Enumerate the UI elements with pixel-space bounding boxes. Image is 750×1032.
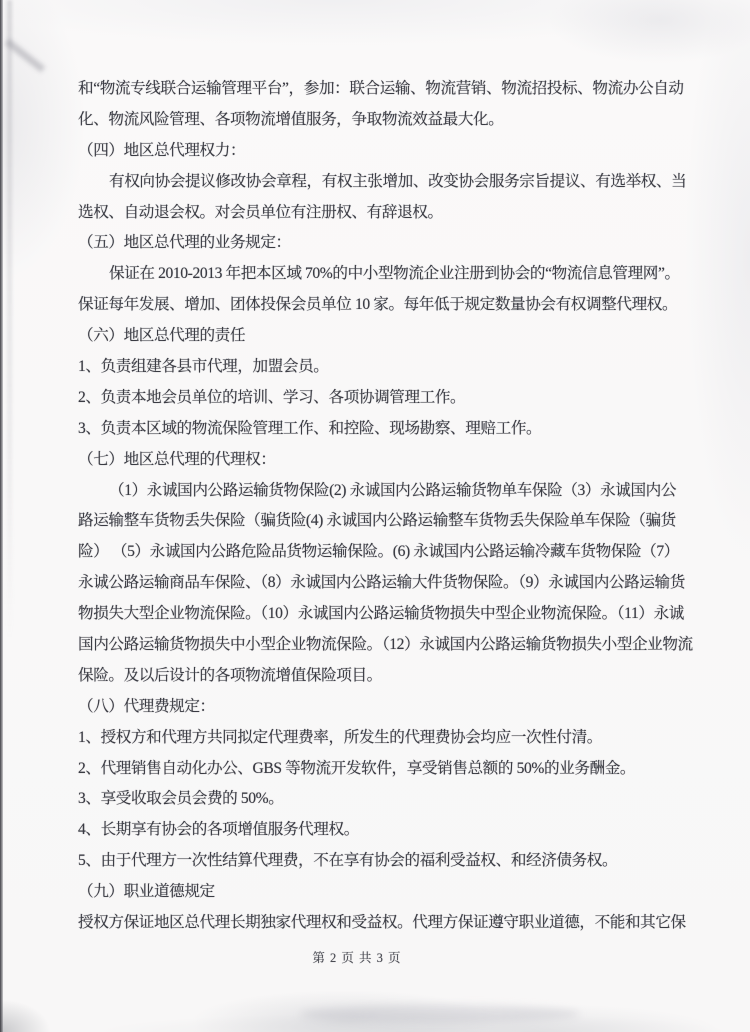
list-item: 3、享受收取会员会费的 50%。 <box>78 790 284 808</box>
text-line: 物损失大型企业物流保险。（10）永诚国内公路运输货物损失中型企业物流保险。（11）永诚 <box>78 605 684 623</box>
section-heading: （六）地区总代理的责任 <box>78 327 246 345</box>
text-line: 险） （5）永诚国内公路危险品货物运输保险。(6) 永诚国内公路运输冷藏车货物保险（7） <box>78 543 679 561</box>
text-line: 保险。及以后设计的各项物流增值保险项目。 <box>78 666 382 684</box>
list-item: 3、负责本区域的物流保险管理工作、和控险、现场勘察、理赔工作。 <box>78 419 542 437</box>
scan-smudge-artifact <box>300 1005 580 1023</box>
text-line: 保证每年发展、增加、团体投保会员单位 10 家。每年低于规定数量协会有权调整代理权。 <box>78 296 678 314</box>
section-heading: （八）代理费规定： <box>78 697 215 715</box>
list-item: 5、由于代理方一次性结算代理费，不在享有协会的福利受益权、和经济债务权。 <box>78 852 618 870</box>
section-heading: （四）地区总代理权力： <box>78 141 246 159</box>
text-line: 授权方保证地区总代理长期独家代理权和受益权。代理方保证遵守职业道德，不能和其它保 <box>78 914 686 932</box>
text-line: 化、物流风险管理、各项物流增值服务，争取物流效益最大化。 <box>78 110 504 128</box>
section-heading: （五）地区总代理的业务规定： <box>78 234 291 252</box>
text-line: 路运输整车货物丢失保险（骗货险(4) 永诚国内公路运输整车货物丢失保险单车保险（骗货 <box>78 512 676 530</box>
page-number-footer: 第 2 页 共 3 页 <box>312 951 402 965</box>
section-heading: （九）职业道德规定 <box>78 883 215 901</box>
list-item: 2、负责本地会员单位的培训、学习、各项协调管理工作。 <box>78 388 466 406</box>
list-item: 1、授权方和代理方共同拟定代理费率，所发生的代理费协会均应一次性付清。 <box>78 728 602 746</box>
text-line: 和“物流专线联合运输管理平台”，参加：联合运输、物流营销、物流招投标、物流办公自动 <box>78 80 684 97</box>
text-line: （1）永诚国内公路运输货物保险(2) 永诚国内公路运输货物单车保险（3）永诚国内公 <box>109 481 677 499</box>
list-item: 1、负责组建各县市代理，加盟会员。 <box>78 358 329 376</box>
text-line: 保证在 2010-2013 年把本区域 70%的中小型物流企业注册到协会的“物流信息管理网”。 <box>109 265 680 283</box>
list-item: 2、代理销售自动化办公、GBS 等物流开发软件，享受销售总额的 50%的业务酬金。 <box>78 759 636 777</box>
scan-streak-artifact <box>7 0 12 640</box>
text-line: 永诚公路运输商品车保险、（8）永诚国内公路运输大件货物保险。（9）永诚国内公路运输货 <box>78 574 685 592</box>
text-line: 有权向协会提议修改协会章程，有权主张增加、改变协会服务宗旨提议、有选举权、当 <box>109 172 687 190</box>
section-heading: （七）地区总代理的代理权： <box>78 450 276 468</box>
scan-edge-shadow <box>0 0 3 1032</box>
text-line: 国内公路运输货物损失中小型企业物流保险。（12）永诚国内公路运输货物损失小型企业物流 <box>78 636 693 654</box>
document-body <box>78 74 706 939</box>
list-item: 4、长期享有协会的各项增值服务代理权。 <box>78 821 359 839</box>
text-line: 选权、自动退会权。对会员单位有注册权、有辞退权。 <box>78 203 443 221</box>
